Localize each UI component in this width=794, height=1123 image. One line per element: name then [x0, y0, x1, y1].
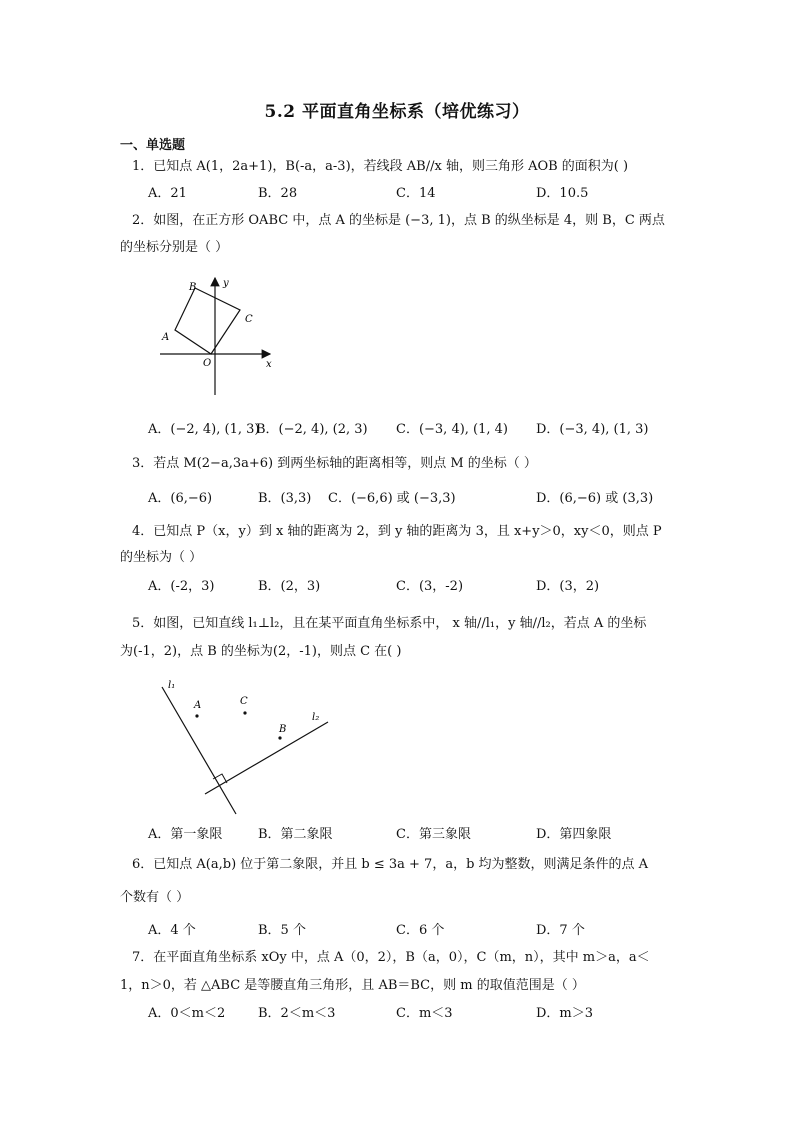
q3-option-c[interactable]: C．(−6,6) 或 (−3,3) — [328, 491, 456, 506]
q1-option-d[interactable]: D．10.5 — [536, 186, 589, 201]
section-heading: 一、单选题 — [120, 138, 186, 153]
q4-option-b[interactable]: B．(2，3) — [258, 579, 321, 594]
q4-option-c[interactable]: C．(3，-2) — [396, 579, 464, 594]
q5-option-d[interactable]: D．第四象限 — [536, 827, 612, 842]
label-o: O — [203, 358, 212, 369]
q4-option-d[interactable]: D．(3，2) — [536, 579, 600, 594]
square-oabc — [175, 288, 240, 354]
point-b — [278, 736, 281, 739]
q7-option-c[interactable]: C．m＜3 — [396, 1006, 453, 1021]
label-l2: l₂ — [312, 712, 320, 723]
question-4-text-cont: 的坐标为（ ） — [120, 550, 203, 565]
q1-option-b[interactable]: B．28 — [258, 186, 298, 201]
question-5-text-cont: 为(-1，2)，点 B 的坐标为(2，-1)，则点 C 在( ) — [120, 644, 402, 659]
question-7-text: 7．在平面直角坐标系 xOy 中，点 A（0，2），B（a，0），C（m，n），其中 m＞a，a＜ — [132, 950, 650, 965]
q1-option-a[interactable]: A．21 — [148, 186, 187, 201]
q1-option-c[interactable]: C．14 — [396, 186, 436, 201]
page-title: 5.2 平面直角坐标系（培优练习） — [264, 102, 530, 122]
question-2-text: 2．如图，在正方形 OABC 中，点 A 的坐标是 (−3, 1)，点 B 的纵坐标是 4，则 B，C 两点 — [132, 213, 665, 228]
q6-option-c[interactable]: C．6 个 — [396, 923, 445, 938]
label-c: C — [240, 696, 248, 707]
q2-option-b[interactable]: B．(−2, 4), (2, 3) — [256, 422, 368, 437]
q3-option-a[interactable]: A．(6,−6) — [148, 491, 213, 506]
q6-option-a[interactable]: A．4 个 — [148, 923, 196, 938]
label-b: B — [279, 724, 287, 735]
label-x: x — [266, 359, 272, 370]
question-2-text-cont: 的坐标分别是（ ） — [120, 240, 229, 255]
line-l2 — [205, 722, 328, 794]
label-c: C — [245, 314, 253, 325]
perpendicular-lines-figure — [150, 672, 340, 817]
q6-option-b[interactable]: B．5 个 — [258, 923, 306, 938]
question-5-text: 5．如图，已知直线 l₁⊥l₂，且在某平面直角坐标系中， x 轴//l₁，y 轴//l₂，若点 A 的坐标 — [132, 616, 647, 631]
q5-option-b[interactable]: B．第二象限 — [258, 827, 333, 842]
question-4-text: 4．已知点 P（x，y）到 x 轴的距离为 2，到 y 轴的距离为 3，且 x+y＞0，xy＜0，则点 P — [132, 524, 662, 539]
question-6-text: 6．已知点 A(a,b) 位于第二象限，并且 b ≤ 3a + 7，a，b 均为整数，则满足条件的点 A — [132, 857, 649, 872]
square-oabc-figure — [150, 270, 280, 400]
q5-option-a[interactable]: A．第一象限 — [148, 827, 223, 842]
q7-option-a[interactable]: A．0＜m＜2 — [148, 1006, 226, 1021]
q3-option-d[interactable]: D．(6,−6) 或 (3,3) — [536, 491, 654, 506]
label-a: A — [162, 332, 170, 343]
q2-option-a[interactable]: A．(−2, 4), (1, 3) — [148, 422, 260, 437]
question-1-text: 1．已知点 A(1，2a+1)，B(-a，a-3)，若线段 AB//x 轴，则三角形 AOB 的面积为( ) — [132, 159, 629, 174]
label-a: A — [194, 700, 202, 711]
q7-option-d[interactable]: D．m＞3 — [536, 1006, 594, 1021]
q4-option-a[interactable]: A．(-2，3) — [148, 579, 215, 594]
label-b: B — [189, 282, 197, 293]
question-3-text: 3．若点 M(2−a,3a+6) 到两坐标轴的距离相等，则点 M 的坐标（ ） — [132, 456, 537, 471]
label-y: y — [223, 278, 229, 289]
q2-option-c[interactable]: C．(−3, 4), (1, 4) — [396, 422, 509, 437]
q3-option-b[interactable]: B．(3,3) — [258, 491, 312, 506]
point-a — [195, 714, 198, 717]
q7-option-b[interactable]: B．2＜m＜3 — [258, 1006, 336, 1021]
question-7-text-cont: 1，n＞0，若 △ABC 是等腰直角三角形，且 AB＝BC，则 m 的取值范围是（ ） — [120, 978, 585, 993]
q2-option-d[interactable]: D．(−3, 4), (1, 3) — [536, 422, 649, 437]
point-c — [243, 711, 246, 714]
q5-option-c[interactable]: C．第三象限 — [396, 827, 471, 842]
q6-option-d[interactable]: D．7 个 — [536, 923, 585, 938]
label-l1: l₁ — [168, 680, 176, 691]
question-6-text-cont: 个数有（ ） — [120, 890, 190, 905]
